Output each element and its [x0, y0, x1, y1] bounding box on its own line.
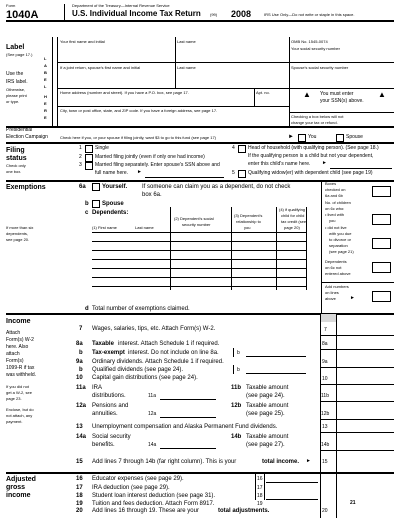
must-enter-ssn: You must enter — [320, 91, 354, 97]
line-11b-text: Taxable amount — [246, 385, 289, 391]
line-num: 19 — [76, 501, 83, 507]
arrow-right-icon: ► — [350, 295, 355, 301]
agi-heading-3: income — [6, 492, 31, 499]
line-6d-text: Total number of exemptions claimed. — [92, 306, 190, 312]
child-name-line[interactable] — [330, 168, 392, 169]
arrow-right-icon: ► — [137, 169, 142, 175]
col-dep-ssn-2: security number — [182, 222, 211, 227]
col-dep-ssn: (2) Dependent's social — [174, 216, 214, 221]
line-11a-input[interactable] — [160, 391, 216, 400]
irs-label: IRS label. — [6, 79, 28, 85]
line-num: 20 — [76, 508, 83, 514]
arrow-icon: ▲ — [378, 90, 386, 99]
row-rule — [320, 401, 394, 402]
income-heading: Income — [6, 318, 31, 325]
add-numbers: Add numbers — [325, 284, 349, 289]
line-11b-input[interactable] — [337, 391, 394, 400]
your-ssn-input[interactable] — [291, 53, 391, 61]
row-rule — [320, 450, 394, 451]
num-children-2: on 6c who: — [325, 206, 345, 211]
more-than-six: If more than six — [6, 225, 34, 230]
income-side: here. Also — [6, 344, 29, 350]
married-separately-label: Married filing separately. Enter spouse's SSN above and — [95, 162, 220, 168]
line-18-text: Student loan interest deduction (see page 31). — [92, 493, 216, 499]
line-13-input[interactable] — [337, 422, 394, 431]
tax-year: 2008 — [231, 9, 252, 19]
line-8a-text: interest. Attach Schedule 1 if required. — [118, 341, 220, 347]
line-6b-num: b — [85, 201, 89, 207]
line-19-text: Tuition and fees deduction. Attach Form 8917. — [92, 501, 215, 507]
line-num-box: 18 — [257, 493, 263, 499]
line-9a-text: Ordinary dividends. Attach Schedule 1 if required. — [92, 359, 224, 365]
count-column-rule — [321, 180, 322, 313]
line-num-box: 14a — [148, 442, 157, 448]
col-qualifying-4: page 20) — [284, 225, 300, 230]
income-side: Attach — [6, 330, 21, 336]
row-rule — [320, 349, 394, 350]
line-16-input[interactable] — [266, 474, 318, 483]
label-letter: E — [44, 115, 47, 120]
agi-heading-2: gross — [6, 484, 26, 491]
line-14a-text: Social security — [92, 434, 131, 440]
dep-row[interactable] — [92, 241, 306, 242]
line-num-box: b — [237, 367, 240, 373]
did-not-live-count-input[interactable] — [372, 238, 391, 249]
line-num-box: 14b — [321, 442, 330, 448]
line-20-bold: total adjustments. — [218, 508, 270, 514]
line-num-box: 19 — [257, 501, 263, 507]
did-not-live-3: to divorce or — [329, 237, 352, 242]
yourself-note: If someone can claim you as a dependent, do not check — [142, 184, 291, 190]
section-rule — [6, 142, 394, 144]
checking-note: Checking a box below will not — [291, 114, 344, 119]
line-num: 12a — [76, 403, 87, 409]
dependents-label: Dependents: — [92, 210, 129, 216]
line-11a-text: IRA — [92, 385, 103, 391]
line-num-box: 11a — [148, 393, 156, 399]
spouse-checkbox[interactable] — [92, 200, 100, 208]
line-num-box: 13 — [322, 424, 328, 430]
line-15-bold: total income. — [262, 459, 300, 465]
col-relationship-3: you — [244, 225, 251, 230]
omb-number: OMB No. 1545-0074 — [291, 39, 328, 44]
col-qualifying-3: tax credit (see — [281, 219, 307, 224]
form-title: U.S. Individual Income Tax Return — [72, 9, 201, 18]
income-side: If you did not — [6, 384, 29, 389]
line-num: 14a — [76, 434, 87, 440]
yourself-checkbox[interactable] — [92, 183, 100, 191]
dep-row[interactable] — [92, 259, 306, 260]
income-side: page 23. — [6, 396, 22, 401]
last-name-input[interactable] — [177, 45, 287, 53]
line-num: b — [79, 350, 83, 356]
line-num-box: 12a — [148, 411, 157, 417]
line-17-text: IRA deduction (see page 29). — [92, 485, 170, 491]
married-separately-label-2: full name here. — [95, 170, 129, 176]
married-separately-checkbox[interactable] — [85, 162, 93, 170]
dependents-not-entered-3: entered above — [325, 271, 351, 276]
line-14b-text: Taxable amount — [246, 434, 289, 440]
label-letter: R — [44, 108, 47, 113]
label-letter: A — [44, 63, 47, 68]
income-side: not attach, any — [6, 413, 33, 418]
spouse-ssn-input[interactable] — [291, 72, 391, 84]
income-side: attach — [6, 351, 20, 357]
line-num: 10 — [76, 375, 83, 381]
income-side: 1099-R if tax — [6, 365, 35, 371]
line-num: 15 — [76, 459, 83, 465]
label-letter: H — [44, 94, 47, 99]
label-left-rule — [52, 37, 53, 126]
home-address-label: Home address (number and street). If you have a P.O. box, see page 17. — [60, 90, 189, 95]
row-rule — [57, 106, 289, 107]
election-spouse-checkbox[interactable] — [336, 134, 344, 142]
col-qualifying: (4) if qualifying — [279, 207, 306, 212]
line-num: 21 — [350, 500, 356, 506]
header-divider — [64, 4, 65, 20]
boxes-checked-2: checked on — [325, 187, 346, 192]
line-num-box: 11b — [321, 393, 329, 399]
label-letter: L — [44, 56, 47, 61]
one-box: one box. — [6, 169, 22, 174]
checking-note-2: change your tax or refund. — [291, 120, 338, 125]
line-8a-input[interactable] — [337, 339, 394, 348]
line-num: 12b — [231, 403, 242, 409]
line-13-text: Unemployment compensation and Alaska Permanent Fund dividends. — [92, 424, 278, 430]
line-6c-num: c — [85, 210, 89, 216]
spouse-label: Spouse — [102, 201, 124, 207]
form-word: Form — [6, 3, 16, 8]
filing-num: 1 — [79, 145, 82, 151]
filing-num: 5 — [232, 170, 235, 176]
line-15-input[interactable] — [337, 457, 394, 466]
line-12b-text: Taxable amount — [246, 403, 289, 409]
spouse-last-input[interactable] — [177, 72, 287, 84]
line-14a-text-2: benefits. — [92, 442, 115, 448]
apt-divider — [254, 88, 255, 106]
line-14b-input[interactable] — [337, 440, 394, 449]
income-side: payment. — [6, 419, 23, 424]
apt-no-input[interactable] — [256, 97, 287, 105]
line-num: 17 — [76, 485, 83, 491]
spouse-name-line[interactable] — [145, 177, 224, 178]
row-rule — [320, 367, 394, 368]
income-side: Enclose, but do — [6, 407, 34, 412]
row-rule — [57, 88, 394, 89]
line-num: 9a — [76, 359, 83, 365]
filing-heading: Filing — [6, 147, 25, 154]
line-16-text: Educator expenses (see page 29). — [92, 476, 184, 482]
line-num: 11a — [76, 385, 86, 391]
dependents-not-entered: Dependents — [325, 259, 347, 264]
line-8a-pre: Taxable — [92, 341, 114, 347]
arrow-icon: ▲ — [303, 90, 311, 99]
line-num-box: 20 — [322, 508, 328, 514]
shade — [321, 314, 336, 322]
please-print: please print — [6, 93, 27, 98]
spouse-ssn-label: Spouse's social security number — [291, 65, 349, 70]
label-letter: B — [44, 70, 47, 75]
yourself-note-2: box 6a. — [142, 192, 162, 198]
line-num: 11b — [231, 385, 242, 391]
row-rule — [57, 62, 394, 63]
did-not-live: • did not live — [325, 225, 347, 230]
col-relationship: (3) Dependent's — [234, 213, 263, 218]
line-8b-pre: Tax-exempt — [92, 350, 125, 356]
head-household-label: Head of household (with qualifying person). (See page 18.) — [248, 145, 379, 151]
or-type: or type. — [6, 99, 20, 104]
single-checkbox[interactable] — [85, 145, 93, 153]
label-letter: E — [44, 101, 47, 106]
label-letter: L — [44, 84, 47, 89]
line-7-text: Wages, salaries, tips, etc. Attach Form(s) W-2. — [92, 326, 216, 332]
row-rule — [320, 335, 394, 336]
dep-col-rule — [306, 207, 307, 290]
line-10-input[interactable] — [337, 374, 394, 383]
line-num-box: 7 — [324, 327, 327, 333]
dep-row[interactable] — [92, 268, 306, 269]
filing-heading-2: status — [6, 155, 27, 162]
married-jointly-label: Married filing jointly (even if only one had income) — [95, 154, 205, 160]
first-name-input[interactable] — [60, 45, 174, 53]
line-11a-text-2: distributions. — [92, 393, 126, 399]
line-num-box: 8a — [322, 341, 328, 347]
line-7-input[interactable] — [337, 325, 394, 334]
lived-with-count-input[interactable] — [372, 214, 391, 225]
filing-num: 4 — [232, 145, 235, 151]
dependents-not-entered-2: on 6c not — [325, 265, 342, 270]
city-input[interactable] — [60, 115, 287, 124]
income-side: Form(s) W-2 — [6, 337, 34, 343]
spouse-first-label: If a joint return, spouse's first name and initial — [60, 65, 141, 70]
line-12a-input[interactable] — [160, 409, 216, 418]
first-name-label: Your first name and initial — [60, 39, 105, 44]
line-num: 14b — [231, 434, 242, 440]
election-you: You — [308, 134, 317, 140]
election-heading-2: Election Campaign — [6, 134, 48, 140]
label-see-page: (See page 17.) — [6, 52, 33, 57]
lived-with: • lived with — [325, 212, 344, 217]
line-15-text: Add lines 7 through 14b (far right column). This is your — [92, 459, 237, 465]
add-numbers-3: above — [325, 296, 336, 301]
yourself-label: Yourself. — [102, 184, 128, 190]
use-the: Use the — [6, 71, 24, 77]
your-ssn-label: Your social security number — [291, 46, 340, 51]
line-8b-text: interest. Do not include on line 8a. — [128, 350, 219, 356]
amount-col-left — [320, 472, 321, 518]
label-field-rule — [57, 37, 58, 126]
mid-rule — [233, 348, 234, 357]
line-num-box: 16 — [257, 476, 263, 482]
spouse-last-label: Last name — [177, 65, 196, 70]
filing-num: 3 — [79, 162, 82, 168]
did-not-live-5: (see page 21) — [329, 249, 354, 254]
adj-col-rule — [264, 474, 265, 500]
mid-rule — [233, 365, 234, 374]
line-num-box: 17 — [257, 485, 263, 491]
head-household-checkbox[interactable] — [238, 145, 246, 153]
income-side: get a W-2, see — [6, 390, 32, 395]
boxes-checked: Boxes — [325, 181, 337, 186]
line-num-box: 12b — [321, 411, 330, 417]
line-num: 16 — [76, 476, 83, 482]
col-qualifying-2: child for child — [281, 213, 305, 218]
boxes-count-input[interactable] — [372, 186, 391, 197]
did-not-live-4: separation — [329, 243, 348, 248]
more-than-six-2: dependents, — [6, 231, 29, 236]
head-household-label-3: enter this child's name here. — [248, 161, 311, 167]
col-last-name: Last name — [135, 225, 154, 230]
line-12a-text-2: annuities. — [92, 411, 118, 417]
line-12b-text-2: (see page 25). — [246, 411, 285, 417]
apt-no-label: Apt. no. — [256, 90, 270, 95]
line-14a-input[interactable] — [160, 440, 216, 449]
line-6d-num: d — [85, 306, 89, 312]
line-9b-text: Qualified dividends (see page 24). — [92, 367, 184, 373]
line-18-input[interactable] — [266, 491, 318, 500]
otherwise: Otherwise, — [6, 87, 26, 92]
row-rule — [321, 282, 394, 283]
line-num: 7 — [79, 326, 83, 332]
num-children: No. of children — [325, 200, 351, 205]
exemptions-heading: Exemptions — [6, 184, 46, 191]
must-enter-ssn-2: your SSN(s) above. — [320, 98, 364, 104]
line-10-text: Capital gain distributions (see page 24). — [92, 375, 198, 381]
line-num-box: b — [237, 350, 240, 356]
line-6a-num: 6a — [79, 184, 86, 190]
qualifying-widow-label: Qualifying widow(er) with dependent child (see page 19) — [248, 170, 373, 176]
add-numbers-2: on lines — [325, 290, 339, 295]
home-address-input[interactable] — [60, 97, 252, 105]
label-heading: Label — [6, 44, 25, 51]
total-exemptions-input[interactable] — [372, 291, 391, 302]
header-rule — [6, 20, 394, 22]
check-only: Check only — [6, 163, 26, 168]
dep-row[interactable] — [92, 277, 306, 278]
election-text: Check here if you, or your spouse if filing jointly, want $3 to go to this fund (see page 17) — [60, 135, 217, 140]
line-num: 18 — [76, 493, 83, 499]
line-9a-input[interactable] — [337, 357, 394, 366]
dep-row[interactable] — [92, 286, 306, 287]
line-9b-input[interactable] — [246, 365, 306, 374]
row-rule — [320, 419, 394, 420]
did-not-live-2: with you due — [329, 231, 352, 236]
arrow-right-icon: ► — [288, 134, 294, 140]
income-side: was withheld. — [6, 372, 37, 378]
label-letter: E — [44, 77, 47, 82]
line-14b-text-2: (see page 27). — [246, 442, 285, 448]
line-12b-input[interactable] — [337, 409, 394, 418]
last-name-label: Last name — [177, 39, 196, 44]
dep-row[interactable] — [92, 250, 306, 251]
line-num: 13 — [76, 424, 83, 430]
line-num: b — [79, 367, 83, 373]
line-20-text: Add lines 16 through 19. These are your — [92, 508, 199, 514]
qualifying-widow-checkbox[interactable] — [238, 170, 246, 178]
more-than-six-3: see page 20. — [6, 237, 30, 242]
amount-col-right — [336, 472, 337, 518]
single-label: Single — [95, 145, 109, 151]
election-spouse: Spouse — [346, 134, 363, 140]
lived-with-2: you — [329, 218, 336, 223]
col-first-name: (1) First name — [92, 225, 117, 230]
section-rule — [6, 126, 394, 128]
row-rule — [320, 384, 394, 385]
line-8b-input[interactable] — [246, 348, 306, 357]
line-num-box: 10 — [322, 376, 328, 382]
dep-row[interactable] — [92, 232, 306, 233]
line-12a-text: Pensions and — [92, 403, 129, 409]
arrow-right-icon: ► — [306, 458, 311, 464]
line-num: 8a — [76, 341, 83, 347]
head-household-label-2: If the qualifying person is a child but not your dependent, — [248, 153, 374, 159]
line-11b-text-2: (see page 24). — [246, 393, 285, 399]
adj-col-rule — [255, 474, 256, 500]
department: Department of the Treasury—Internal Revenue Service — [72, 3, 170, 8]
col-relationship-2: relationship to — [236, 219, 261, 224]
boxes-checked-3: 6a and 6b — [325, 193, 343, 198]
dependents-count-input[interactable] — [372, 262, 391, 273]
election-heading: Presidential — [6, 127, 33, 133]
married-jointly-checkbox[interactable] — [85, 154, 93, 162]
line-num-box: 15 — [322, 459, 328, 465]
form-code: (99) — [210, 12, 218, 17]
city-label: City, town or post office, state, and ZIP code. If you have a foreign address, see page 17. — [60, 108, 218, 113]
irs-use-only: IRS Use Only—Do not write or staple in this space. — [264, 12, 355, 17]
row-rule — [320, 432, 394, 433]
row-rule — [289, 112, 394, 113]
form-number: 1040A — [6, 9, 39, 21]
arrow-right-icon: ► — [322, 160, 327, 166]
spouse-first-input[interactable] — [60, 72, 174, 84]
filing-num: 2 — [79, 154, 82, 160]
income-side: Form(s) — [6, 358, 24, 364]
agi-heading: Adjusted — [6, 476, 36, 483]
line-num-box: 9a — [322, 359, 328, 365]
election-you-checkbox[interactable] — [298, 134, 306, 142]
